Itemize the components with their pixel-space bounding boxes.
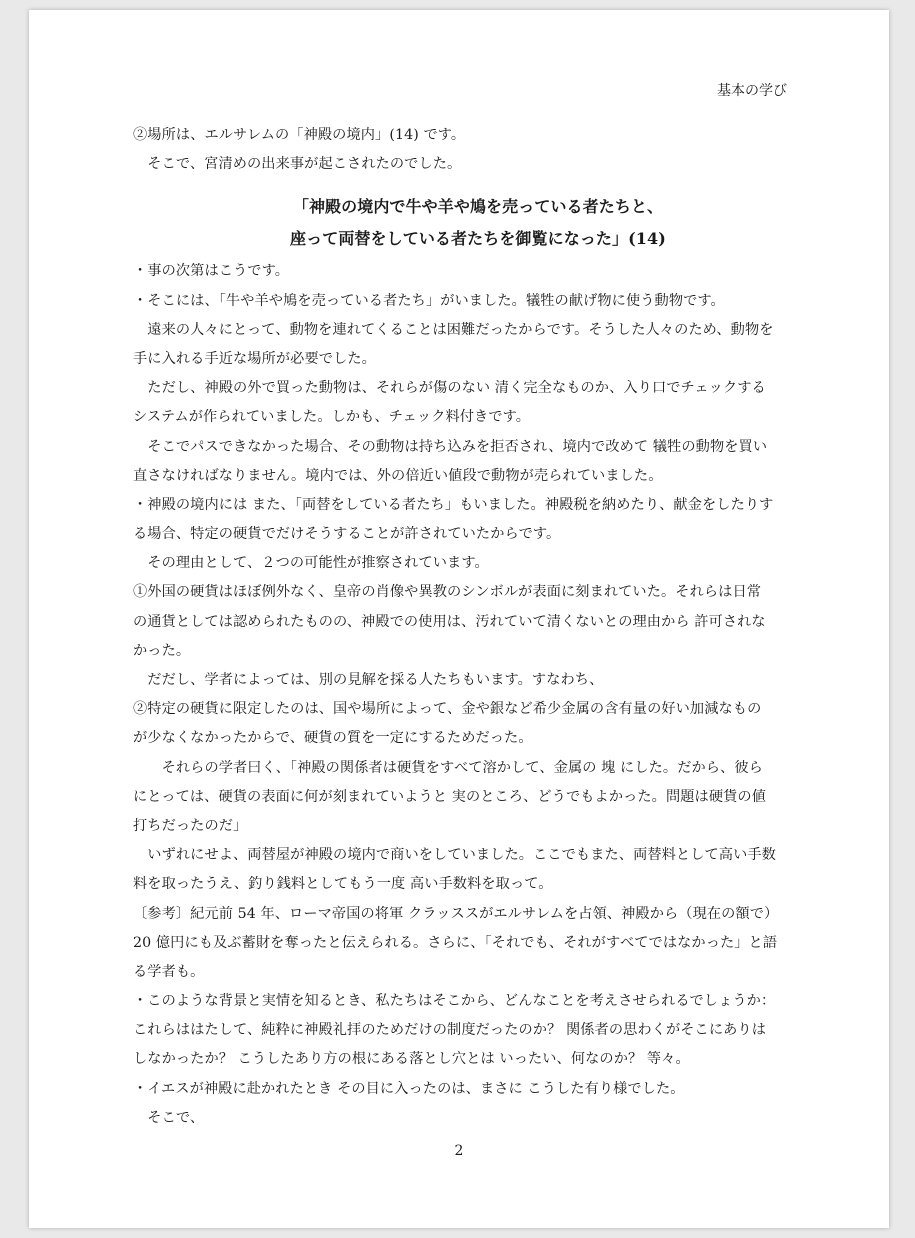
text-line: ・そこには、「牛や羊や鳩を売っている者たち」がいました。犠牲の献げ物に使う動物です。 — [133, 292, 725, 309]
text-line: 〔参考〕紀元前 54 年、ローマ帝国の将軍 クラッススがエルサレムを占領、神殿から（現在の額で） — [133, 905, 779, 922]
text-line: ・イエスが神殿に赴かれたとき その目に入ったのは、まさに こうした有り様でした。 — [133, 1080, 685, 1097]
text-line: そこで、 — [133, 1109, 205, 1126]
text-line: ・事の次第はこうです。 — [133, 263, 290, 280]
text-line: ①外国の硬貨はほぼ例外なく、皇帝の肖像や異教のシンボルが表面に刻まれていた。それらは日常 — [133, 584, 762, 601]
section-heading — [133, 191, 823, 255]
text-line: その理由として、２つの可能性が推察されています。 — [133, 555, 489, 572]
text-line: る場合、特定の硬貨でだけそうすることが許されていたからです。 — [133, 526, 561, 543]
text-line: それらの学者曰く、「神殿の関係者は硬貨をすべて溶かして、金属の 塊 にした。だから、彼ら — [133, 759, 763, 776]
document-body — [133, 121, 823, 1133]
text-line: かった。 — [133, 642, 191, 659]
text-line: だだし、学者によっては、別の見解を採る人たちもいます。すなわち、 — [133, 672, 604, 688]
text-line: これらははたして、純粋に神殿礼拝のためだけの制度だったのか？ 関係者の思わくがそこにありは — [133, 1022, 766, 1039]
text-line: が少なくなかったからで、硬貨の質を一定にするためだった。 — [133, 730, 533, 747]
document-page — [29, 10, 889, 1228]
text-line: る学者も。 — [133, 963, 205, 980]
heading-line: 「神殿の境内で牛や羊や鳩を売っている者たちと、 — [292, 197, 664, 217]
text-line: いずれにせよ、両替屋が神殿の境内で商いをしていました。ここでもまた、両替料として高い手数 — [133, 847, 776, 864]
text-line: 20 億円にも及ぶ蓄財を奪ったと伝えられる。さらに、「それでも、それがすべてではなかった」と語 — [133, 934, 778, 951]
text-line: ・神殿の境内には また、「両替をしている者たち」もいました。神殿税を納めたり、献金をしたりす — [133, 496, 774, 513]
text-line: 打ちだったのだ」 — [133, 817, 248, 834]
text-line: 料を取ったうえ、釣り銭料としてもう一度 高い手数料を取って。 — [133, 876, 553, 893]
text-line: 直さなければなりません。境内では、外の倍近い値段で動物が売られていました。 — [133, 467, 663, 484]
text-line: ただし、神殿の外で買った動物は、それらが傷のない 清く完全なものか、入り口でチェックする — [133, 380, 766, 397]
page-number: 2 — [454, 1143, 464, 1159]
text-line: しなかったか？ こうしたあり方の根にある落とし穴とは いったい、何なのか？ 等々。 — [133, 1051, 690, 1068]
heading-line: 座って両替をしている者たちを御覧になった」(14) — [290, 229, 666, 249]
text-line: ②特定の硬貨に限定したのは、国や場所によって、金や銀など希少金属の含有量の好い加減なもの — [133, 701, 762, 718]
running-header: 基本の学び — [717, 83, 787, 99]
text-line: 手に入れる手近な場所が必要でした。 — [133, 350, 376, 367]
text-line: の通貨としては認められたものの、神殿での使用は、汚れていて清くないとの理由から 許可されな — [133, 613, 766, 630]
text-line: にとっては、硬貨の表面に何が刻まれていようと 実のところ、どうでもよかった。問題は硬貨の値 — [133, 788, 766, 805]
text-line: システムが作られていました。しかも、チェック料付きです。 — [133, 409, 531, 426]
paragraph-list — [133, 257, 823, 1133]
text-line: ・このような背景と実情を知るとき、私たちはそこから、どんなことを考えさせられるでしょうか： — [133, 993, 776, 1010]
intro-line: そこで、宮清めの出来事が起こされたのでした。 — [133, 156, 462, 173]
text-line: 遠来の人々にとって、動物を連れてくることは困難だったからです。そうした人々のため、動物を — [133, 321, 774, 338]
intro-line: ②場所は、エルサレムの「神殿の境内」(14) です。 — [133, 127, 466, 143]
text-line: そこでパスできなかった場合、その動物は持ち込みを拒否され、境内で改めて 犠牲の動物を買い — [133, 438, 768, 455]
